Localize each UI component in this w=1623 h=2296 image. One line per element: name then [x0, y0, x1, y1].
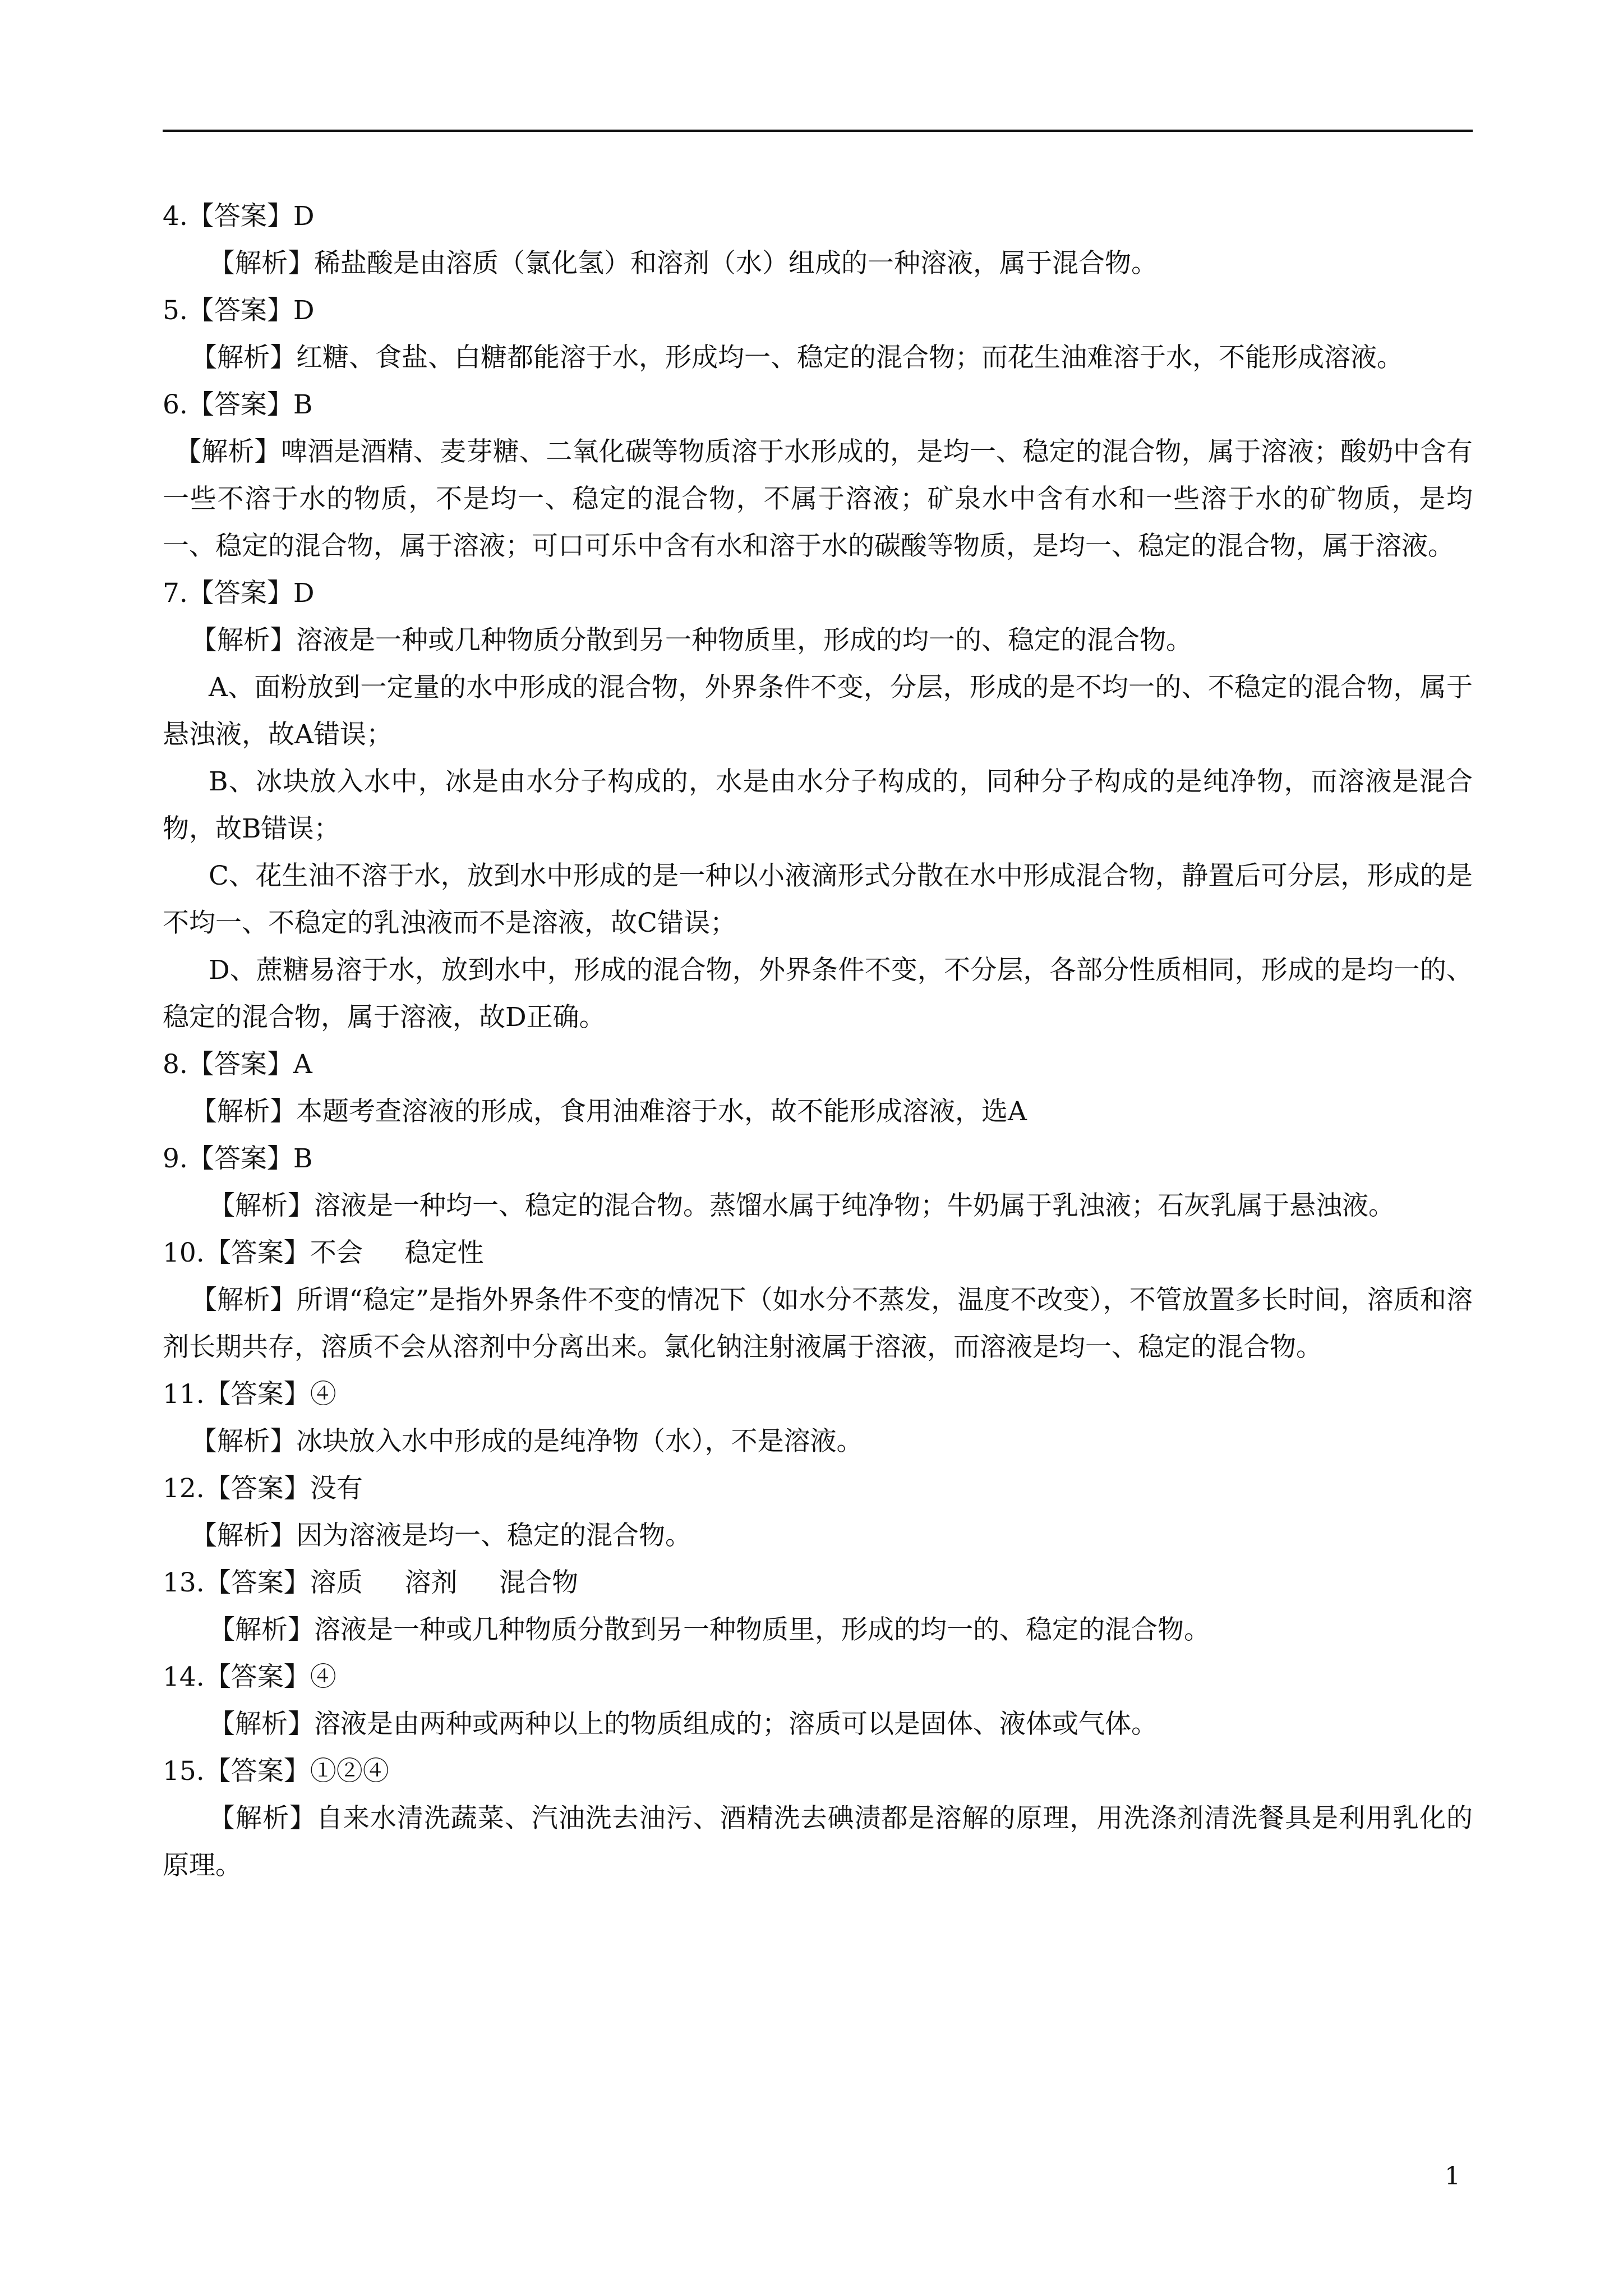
explanation-paragraph: 【解析】溶液是由两种或两种以上的物质组成的；溶质可以是固体、液体或气体。 [209, 1709, 1158, 1740]
answer-line: 5.【答案】D [163, 295, 315, 326]
answer-line: 9.【答案】B [163, 1143, 313, 1174]
option-analysis-d: D、蔗糖易溶于水，放到水中，形成的混合物，外界条件不变，不分层，各部分性质相同，形成的是均一的、稳定的混合物，属于溶液，故D正确。 [163, 955, 1473, 1033]
answer-line: 4.【答案】D [163, 201, 315, 232]
option-analysis-a: A、面粉放到一定量的水中形成的混合物，外界条件不变，分层，形成的是不均一的、不稳定的混合物，属于悬浊液，故A错误； [163, 672, 1473, 750]
answer-line: 15.【答案】①②④ [163, 1756, 389, 1787]
explanation-paragraph: 【解析】啤酒是酒精、麦芽糖、二氧化碳等物质溶于水形成的，是均一、稳定的混合物，属于溶液；酸奶中含有一些不溶于水的物质，不是均一、稳定的混合物，不属于溶液；矿泉水中含有水和一些溶于水的矿物质，是均一、稳定的混合物，属于溶液；可口可乐中含有水和溶于水的碳酸等物质，是均一、稳定的混合物，属于溶液。 [163, 436, 1473, 562]
explanation-paragraph: 【解析】红糖、食盐、白糖都能溶于水，形成均一、稳定的混合物；而花生油难溶于水，不能形成溶液。 [191, 342, 1403, 373]
header-rule [163, 130, 1473, 132]
page-number: 1 [1445, 2162, 1460, 2191]
explanation-paragraph: 【解析】溶液是一种或几种物质分散到另一种物质里，形成的均一的、稳定的混合物。 [191, 625, 1192, 656]
answer-line: 10.【答案】不会 稳定性 [163, 1237, 484, 1268]
explanation-paragraph: 【解析】溶液是一种或几种物质分散到另一种物质里，形成的均一的、稳定的混合物。 [209, 1614, 1210, 1645]
option-analysis-b: B、冰块放入水中，冰是由水分子构成的，水是由水分子构成的，同种分子构成的是纯净物，而溶液是混合物，故B错误； [163, 766, 1473, 844]
answer-line: 11.【答案】④ [163, 1379, 336, 1410]
answer-line: 13.【答案】溶质 溶剂 混合物 [163, 1567, 579, 1598]
explanation-paragraph: 【解析】溶液是一种均一、稳定的混合物。蒸馏水属于纯净物；牛奶属于乳浊液；石灰乳属于悬浊液。 [209, 1190, 1395, 1221]
explanation-paragraph: 【解析】稀盐酸是由溶质（氯化氢）和溶剂（水）组成的一种溶液，属于混合物。 [209, 248, 1158, 279]
explanation-paragraph: 【解析】因为溶液是均一、稳定的混合物。 [191, 1520, 691, 1551]
explanation-paragraph: 【解析】所谓“稳定”是指外界条件不变的情况下（如水分不蒸发，温度不改变），不管放置多长时间，溶质和溶剂长期共存，溶质不会从溶剂中分离出来。氯化钠注射液属于溶液，而溶液是均一、稳定的混合物。 [163, 1285, 1473, 1363]
answer-line: 12.【答案】没有 [163, 1473, 363, 1504]
answer-line: 7.【答案】D [163, 578, 315, 609]
explanation-paragraph: 【解析】自来水清洗蔬菜、汽油洗去油污、酒精洗去碘渍都是溶解的原理，用洗涤剂清洗餐具是利用乳化的原理。 [163, 1803, 1473, 1881]
answer-line: 6.【答案】B [163, 389, 313, 420]
explanation-paragraph: 【解析】本题考查溶液的形成，食用油难溶于水，故不能形成溶液，选A [191, 1096, 1027, 1127]
answer-line: 8.【答案】A [163, 1049, 312, 1080]
answer-line: 14.【答案】④ [163, 1662, 336, 1692]
explanation-paragraph: 【解析】冰块放入水中形成的是纯净物（水），不是溶液。 [191, 1426, 863, 1457]
option-analysis-c: C、花生油不溶于水，放到水中形成的是一种以小液滴形式分散在水中形成混合物，静置后可分层，形成的是不均一、不稳定的乳浊液而不是溶液，故C错误； [163, 861, 1473, 938]
answer-key-body [163, 193, 1473, 1889]
